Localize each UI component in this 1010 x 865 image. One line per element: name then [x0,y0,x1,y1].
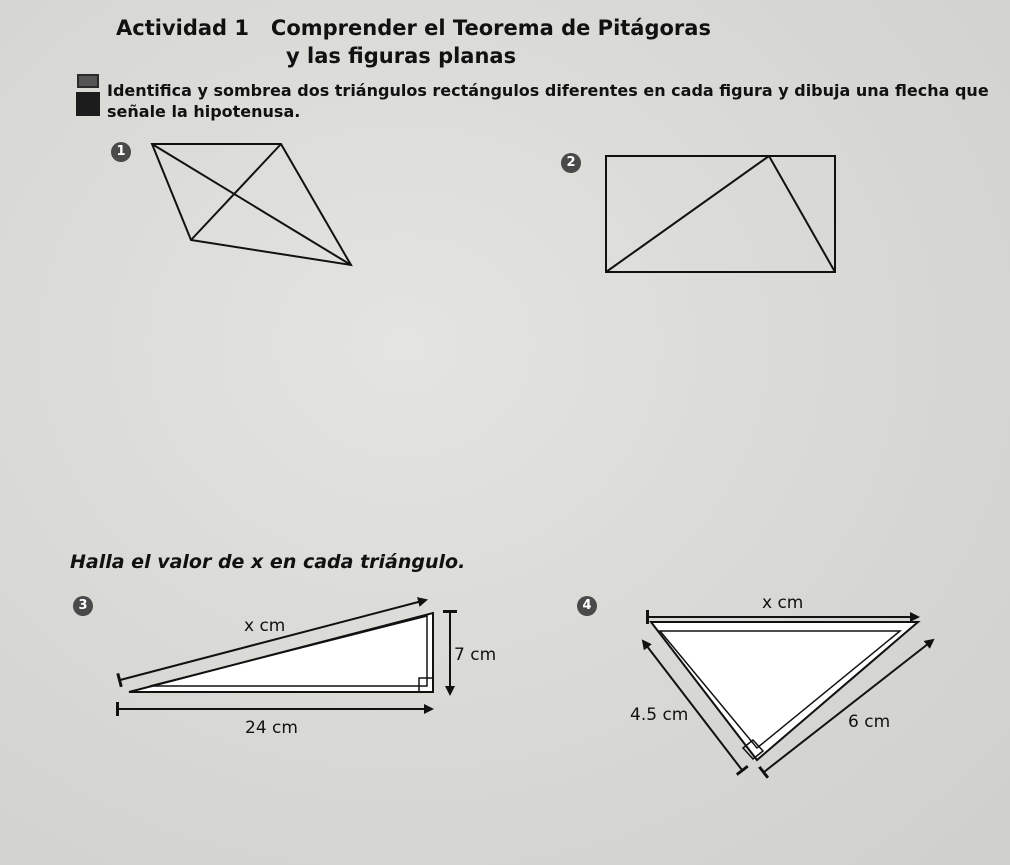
figure-3-vert-label: 7 cm [454,645,497,665]
section-heading: Halla el valor de x en cada triángulo. [70,551,466,573]
figure-1-diagonal-b [191,144,281,240]
figure-3-base-label: 24 cm [245,718,298,738]
figure-1-quadrilateral [152,144,351,265]
exercise-badge-3: 3 [73,596,93,616]
figure-4-left-label: 4.5 cm [630,705,689,725]
activity-title-line1: Actividad 1 Comprender el Teorema de Pitágoras [116,16,711,40]
figure-3-hyp-label: x cm [244,616,286,636]
exercise-badge-2: 2 [561,153,581,173]
figure-4-right-label: 6 cm [848,712,891,732]
figure-2-outline [606,156,835,272]
figure-2-segment-a [606,156,769,272]
figure-4-outline [651,622,918,760]
figure-2-rectangle [606,156,835,272]
figure-4-top-label: x cm [762,593,804,613]
exercise-badge-4: 4 [577,596,597,616]
figure-4-triangle [651,622,918,760]
activity-title-line2: y las figuras planas [286,44,517,68]
figure-2-segment-b [769,156,835,272]
instruction-text: Identifica y sombrea dos triángulos rectángulos diferentes en cada figura y dibuja una flecha que señale la hipotenusa. [107,81,989,121]
figure-1-diagonal-a [152,144,351,265]
exercise-badge-1: 1 [111,142,131,162]
